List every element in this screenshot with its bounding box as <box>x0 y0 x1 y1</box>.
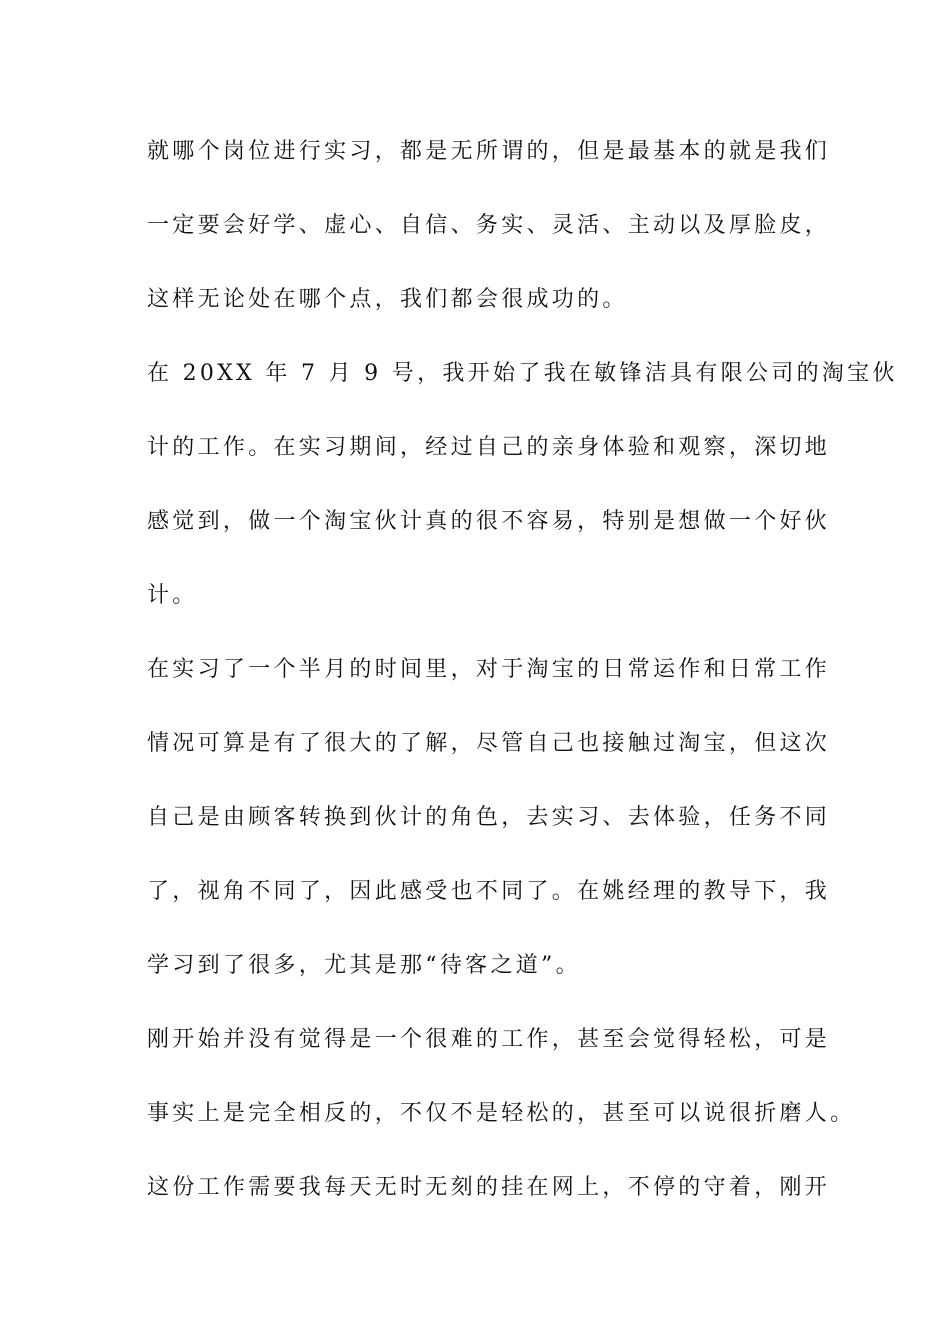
text-line: 一定要会好学、虚心、自信、务实、灵活、主动以及厚脸皮， <box>147 213 831 238</box>
text-line: 感觉到，做一个淘宝伙计真的很不容易，特别是想做一个好伙 <box>147 509 831 534</box>
text-line: 在 20XX 年 7 月 9 号，我开始了我在敏锋洁具有限公司的淘宝伙 <box>147 361 898 386</box>
text-line: 这份工作需要我每天无时无刻的挂在网上，不停的守着，刚开 <box>147 1175 831 1200</box>
text-line: 了，视角不同了，因此感受也不同了。在姚经理的教导下，我 <box>147 879 831 904</box>
text-line: 学习到了很多，尤其是那“待客之道”。 <box>147 953 581 978</box>
text-line: 计。 <box>147 583 198 608</box>
text-line: 事实上是完全相反的，不仅不是轻松的，甚至可以说很折磨人。 <box>147 1101 856 1126</box>
text-line: 就哪个岗位进行实习，都是无所谓的，但是最基本的就是我们 <box>147 139 831 164</box>
text-line: 这样无论处在哪个点，我们都会很成功的。 <box>147 287 628 312</box>
text-line: 计的工作。在实习期间，经过自己的亲身体验和观察，深切地 <box>147 435 831 460</box>
text-line: 自己是由顾客转换到伙计的角色，去实习、去体验，任务不同 <box>147 805 831 830</box>
text-line: 刚开始并没有觉得是一个很难的工作，甚至会觉得轻松，可是 <box>147 1027 831 1052</box>
text-line: 情况可算是有了很大的了解，尽管自己也接触过淘宝，但这次 <box>147 731 831 756</box>
text-line: 在实习了一个半月的时间里，对于淘宝的日常运作和日常工作 <box>147 657 831 682</box>
